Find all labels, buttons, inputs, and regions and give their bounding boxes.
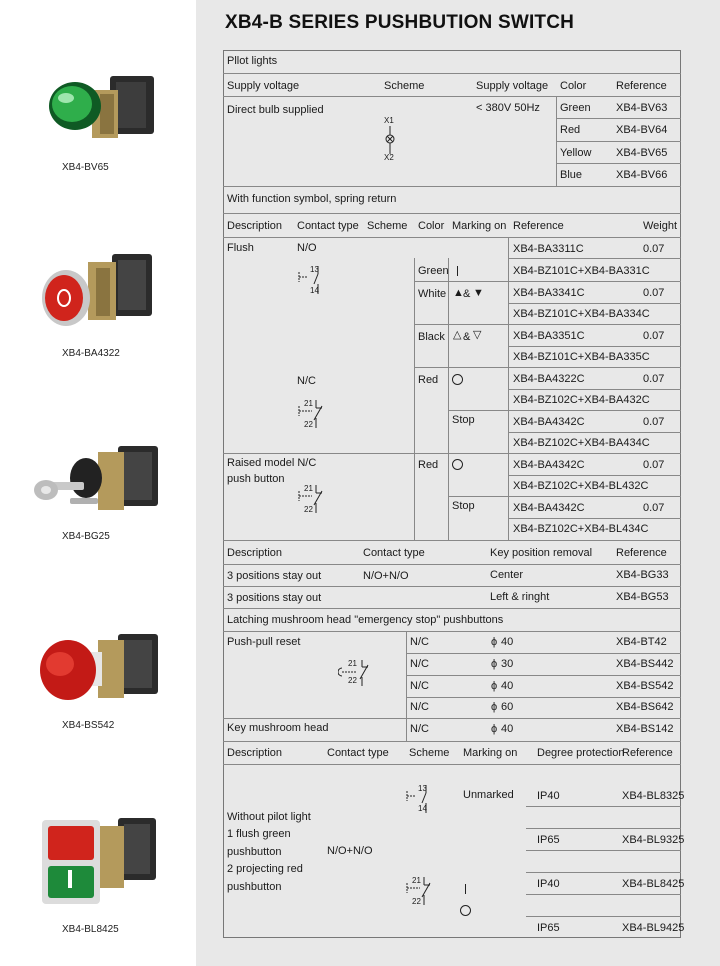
contact-type: N/C — [410, 701, 429, 713]
marking-stop: Stop — [452, 500, 475, 512]
marking-circle-icon — [452, 459, 463, 470]
column-header: Marking on — [452, 220, 507, 232]
table-rule — [223, 718, 681, 719]
table-rule — [406, 631, 407, 741]
button-color: Black — [418, 331, 445, 343]
pilot-reference: XB4-BV63 — [616, 102, 668, 114]
table-rule — [406, 653, 681, 654]
phi-symbol: ϕ — [491, 723, 498, 735]
contact-type: N/C — [410, 636, 429, 648]
marking-circle-icon — [452, 374, 463, 385]
phi-symbol: ϕ — [491, 701, 498, 713]
column-header: Reference — [616, 80, 667, 92]
terminal-number: 22 — [412, 897, 421, 906]
normally-closed-contact-icon — [404, 877, 432, 905]
marking-arrow-down-icon: ▼ — [473, 287, 484, 299]
table-rule — [406, 675, 681, 676]
description: 3 positions stay out — [227, 570, 322, 582]
column-header: Degree protection — [537, 747, 625, 759]
button-color: Red — [418, 459, 439, 471]
button-color: Red — [418, 374, 439, 386]
degree-protection: IP65 — [537, 922, 560, 934]
column-header: Scheme — [409, 747, 450, 759]
section-heading: With function symbol, spring return — [227, 193, 397, 205]
column-header: Color — [560, 80, 587, 92]
table-rule — [508, 258, 681, 259]
reference: XB4-BA4342C — [513, 502, 585, 514]
table-rule — [223, 741, 681, 742]
product-image-xb4-bl8425 — [30, 808, 170, 908]
reference: XB4-BL8325 — [622, 790, 685, 802]
reference: XB4-BA3311C — [513, 243, 584, 255]
table-rule — [508, 303, 681, 304]
contact-type: N/O — [297, 242, 317, 254]
reference: XB4-BZ101C+XB4-BA335C — [513, 351, 650, 363]
product-image-xb4-bv65 — [30, 68, 170, 168]
table-rule — [223, 586, 681, 587]
marking-arrow-up-outline-icon: △ — [453, 329, 462, 341]
button-color: White — [418, 288, 447, 300]
scheme-label: X2 — [384, 153, 394, 162]
contact-type: N/C — [410, 680, 429, 692]
table-rule — [223, 564, 681, 565]
table-rule — [223, 96, 681, 97]
key-position: Left & ringht — [490, 591, 550, 603]
reference: XB4-BG33 — [616, 569, 669, 581]
pilot-color: Yellow — [560, 147, 592, 159]
marking-i-icon — [457, 266, 458, 276]
table-rule — [223, 453, 681, 454]
reference: XB4-BS442 — [616, 658, 674, 670]
description: pushbutton — [227, 881, 282, 893]
description: Without pilot light — [227, 811, 311, 823]
column-header: Description — [227, 220, 283, 232]
table-rule — [508, 346, 681, 347]
reference: XB4-BS142 — [616, 723, 674, 735]
reference: XB4-BG53 — [616, 591, 669, 603]
marking: Unmarked — [463, 789, 514, 801]
reference: XB4-BZ102C+XB4-BL434C — [513, 523, 649, 535]
terminal-number: 21 — [412, 876, 421, 885]
reference: XB4-BA3341C — [513, 287, 585, 299]
description: push button — [227, 473, 285, 485]
table-rule — [526, 850, 681, 851]
column-header: Reference — [616, 547, 667, 559]
reference: XB4-BA4322C — [513, 373, 585, 385]
reference: XB4-BL9325 — [622, 834, 685, 846]
diameter: 40 — [501, 636, 514, 648]
product-image-xb4-bg25 — [30, 438, 170, 538]
product-label: XB4-BS542 — [62, 720, 115, 731]
latching-contact-icon — [338, 660, 370, 686]
reference: XB4-BL8425 — [622, 878, 685, 890]
pilot-reference: XB4-BV65 — [616, 147, 668, 159]
phi-symbol: ϕ — [491, 658, 498, 670]
diameter: 30 — [501, 658, 514, 670]
page-title: XB4-B SERIES PUSHBUTION SWITCH — [225, 12, 575, 33]
terminal-number: 22 — [304, 420, 313, 429]
terminal-number: 21 — [304, 399, 313, 408]
phi-symbol: ϕ — [491, 680, 498, 692]
table-rule — [414, 324, 681, 325]
reference: XB4-BT42 — [616, 636, 667, 648]
table-rule — [508, 389, 681, 390]
reference: XB4-BZ101C+XB4-BA331C — [513, 265, 650, 277]
spec-table-frame — [223, 50, 681, 938]
column-header: Contact type — [327, 747, 389, 759]
reference: XB4-BS542 — [616, 680, 674, 692]
section-heading: Pllot lights — [227, 55, 278, 67]
normally-closed-contact-icon — [296, 485, 324, 513]
table-rule — [414, 367, 681, 368]
button-color: Green — [418, 265, 449, 277]
column-header: Reference — [622, 747, 673, 759]
key-position: Center — [490, 569, 524, 581]
product-image-column — [0, 0, 196, 966]
reference: XB4-BZ102C+XB4-BA432C — [513, 394, 650, 406]
terminal-number: 22 — [348, 676, 357, 685]
marking-circle-icon — [460, 905, 471, 916]
weight: 0.07 — [643, 459, 665, 471]
normally-open-contact-icon — [296, 266, 324, 294]
contact-type: N/O+N/O — [363, 570, 409, 582]
reference: XB4-BL9425 — [622, 922, 685, 934]
column-header: Marking on — [463, 747, 518, 759]
column-header: Weight — [643, 220, 678, 232]
reference: XB4-BA3351C — [513, 330, 585, 342]
table-rule — [556, 118, 681, 119]
normally-closed-contact-icon — [296, 400, 324, 428]
table-rule — [223, 540, 681, 541]
weight: 0.07 — [643, 373, 665, 385]
table-rule — [556, 141, 681, 142]
pilot-color: Red — [560, 124, 581, 136]
marking-ampersand: & — [463, 288, 471, 300]
weight: 0.07 — [643, 416, 665, 428]
table-rule — [508, 475, 681, 476]
table-rule — [223, 237, 681, 238]
diameter: 60 — [501, 701, 514, 713]
column-header: Scheme — [384, 80, 425, 92]
weight: 0.07 — [643, 330, 665, 342]
table-rule — [223, 608, 681, 609]
table-rule — [414, 281, 681, 282]
table-rule — [508, 518, 681, 519]
terminal-number: 13 — [310, 265, 319, 274]
table-rule — [526, 828, 681, 829]
table-rule — [448, 496, 681, 497]
description: Key mushroom head — [227, 722, 329, 734]
description: 3 positions stay out — [227, 592, 322, 604]
terminal-number: 22 — [304, 505, 313, 514]
column-header: Scheme — [367, 220, 408, 232]
column-header: Contact type — [297, 220, 359, 232]
marking-arrows-solid-icon: ▲ — [453, 287, 464, 299]
product-label: XB4-BA4322 — [62, 348, 120, 359]
pilot-reference: XB4-BV64 — [616, 124, 668, 136]
section-heading: Latching mushroom head "emergency stop" pushbuttons — [227, 614, 504, 626]
table-rule — [526, 894, 681, 895]
table-rule — [448, 410, 681, 411]
marking-i-icon — [465, 884, 466, 894]
description: 1 flush green — [227, 828, 291, 840]
degree-protection: IP65 — [537, 834, 560, 846]
marking-stop: Stop — [452, 414, 475, 426]
column-header: Color — [418, 220, 445, 232]
terminal-number: 21 — [304, 484, 313, 493]
reference: XB4-BA4342C — [513, 416, 585, 428]
scheme-label: X1 — [384, 116, 394, 125]
table-rule — [556, 163, 681, 164]
degree-protection: IP40 — [537, 878, 560, 890]
description: Push-pull reset — [227, 636, 301, 648]
table-rule — [406, 697, 681, 698]
reference: XB4-BS642 — [616, 701, 674, 713]
product-image-xb4-ba4322 — [30, 242, 170, 342]
reference: XB4-BA4342C — [513, 459, 585, 471]
weight: 0.07 — [643, 287, 665, 299]
product-label: XB4-BG25 — [62, 531, 110, 542]
weight: 0.07 — [643, 243, 665, 255]
column-header: Key position removal — [490, 547, 593, 559]
column-header: Description — [227, 547, 283, 559]
table-rule — [223, 764, 681, 765]
contact-type: N/C — [410, 723, 429, 735]
contact-type: N/C — [410, 658, 429, 670]
reference: XB4-BZ101C+XB4-BA334C — [513, 308, 650, 320]
contact-type: N/O+N/O — [327, 845, 373, 857]
column-header: Contact type — [363, 547, 425, 559]
table-rule — [526, 916, 681, 917]
pilot-color: Blue — [560, 169, 583, 181]
product-label: XB4-BL8425 — [62, 924, 119, 935]
marking-ampersand: & — [463, 331, 471, 343]
column-header: Supply voltage — [476, 80, 549, 92]
product-image-xb4-bs542 — [30, 628, 170, 728]
contact-type: N/C — [297, 375, 316, 387]
column-header: Reference — [513, 220, 564, 232]
supply-voltage: < 380V 50Hz — [476, 102, 540, 114]
diameter: 40 — [501, 723, 514, 735]
description: pushbutton — [227, 846, 282, 858]
marking-arrow-down-outline-icon: ▽ — [473, 329, 482, 341]
degree-protection: IP40 — [537, 790, 560, 802]
product-label: XB4-BV65 — [62, 162, 109, 173]
normally-open-contact-icon — [404, 785, 432, 813]
table-rule — [223, 186, 681, 187]
pilot-color: Green — [560, 102, 591, 114]
table-rule — [223, 631, 681, 632]
terminal-number: 13 — [418, 784, 427, 793]
phi-symbol: ϕ — [491, 636, 498, 648]
terminal-number: 14 — [310, 286, 319, 295]
terminal-number: 14 — [418, 804, 427, 813]
row-label: Direct bulb supplied — [227, 104, 324, 116]
reference: XB4-BZ102C+XB4-BA434C — [513, 437, 650, 449]
diameter: 40 — [501, 680, 514, 692]
lamp-scheme-icon — [382, 126, 402, 154]
table-rule — [526, 806, 681, 807]
terminal-number: 21 — [348, 659, 357, 668]
table-rule — [223, 213, 681, 214]
weight: 0.07 — [643, 502, 665, 514]
table-rule — [448, 258, 449, 540]
description: Flush — [227, 242, 254, 254]
table-rule — [508, 432, 681, 433]
description: Raised model N/C — [227, 457, 317, 469]
column-header: Description — [227, 747, 283, 759]
column-header: Supply voltage — [227, 80, 300, 92]
table-rule — [414, 258, 415, 540]
pilot-reference: XB4-BV66 — [616, 169, 668, 181]
table-rule — [223, 73, 681, 74]
description: 2 projecting red — [227, 863, 303, 875]
table-rule — [526, 872, 681, 873]
reference: XB4-BZ102C+XB4-BL432C — [513, 480, 649, 492]
